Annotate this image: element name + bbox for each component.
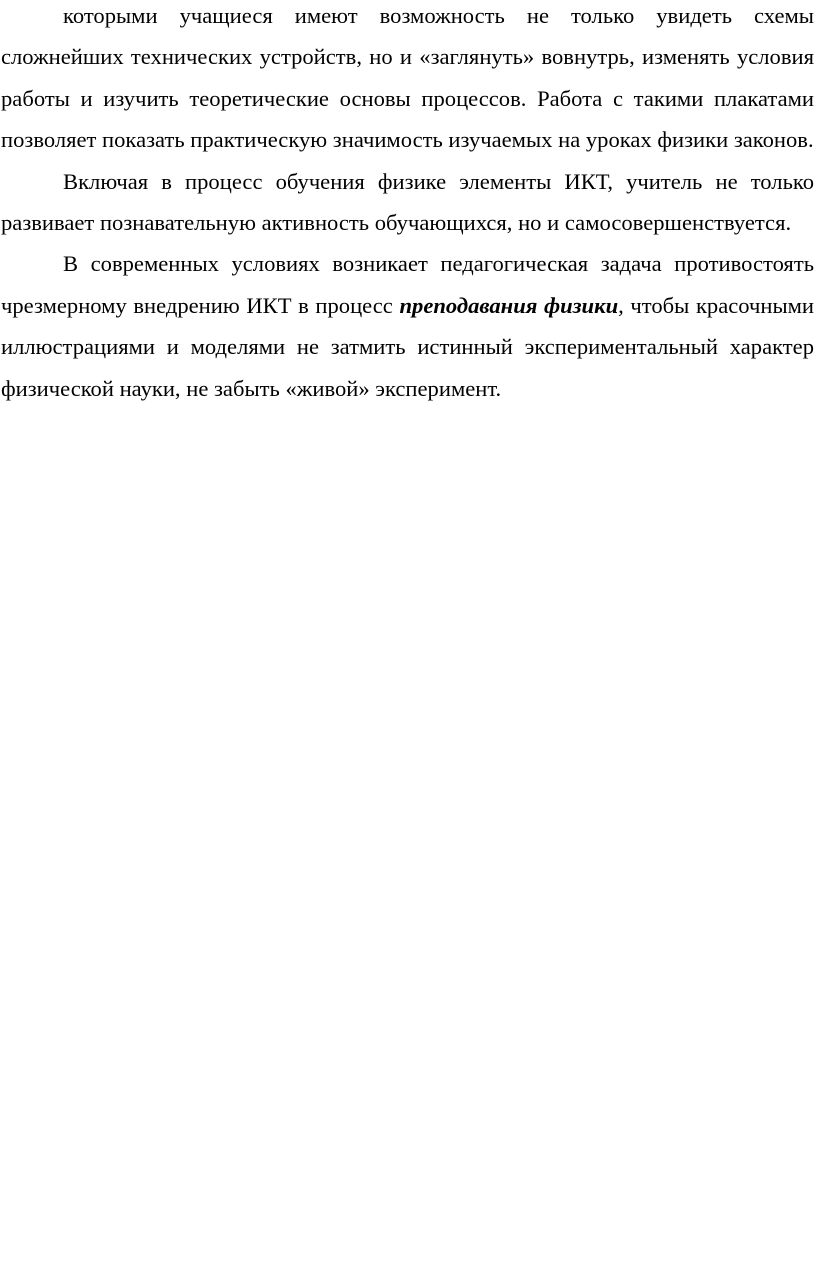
emphasized-phrase: преподавания физики <box>399 292 619 318</box>
paragraph-1: которыми учащиеся имеют возможность не только увидеть схемы сложнейших технических устройств, но и «заглянуть» вовнутрь, изменять условия работы и изучить теоретические основы процессов. Работа с такими плакатами позволяет показать практическую значимость изучаемых на уроках физики законов. <box>1 3 814 153</box>
document-body <box>1 0 814 409</box>
paragraph-3-lead-text: В современных условиях возникает педагогическая задача противостоять чрезмерному внедрению ИКТ в процесс <box>1 251 814 318</box>
paragraph-3 <box>1 243 814 409</box>
paragraph-2: Включая в процесс обучения физике элементы ИКТ, учитель не только развивает познавательную активность обучающихся, но и самосовершенствуется. <box>1 168 814 236</box>
emphasis-comma: , <box>618 292 624 318</box>
paragraph-3-trailing-text: чтобы красочными иллюстрациями и моделями не затмить истинный экспериментальный характер физической науки, не забыть «живой» эксперимент. <box>1 292 815 401</box>
